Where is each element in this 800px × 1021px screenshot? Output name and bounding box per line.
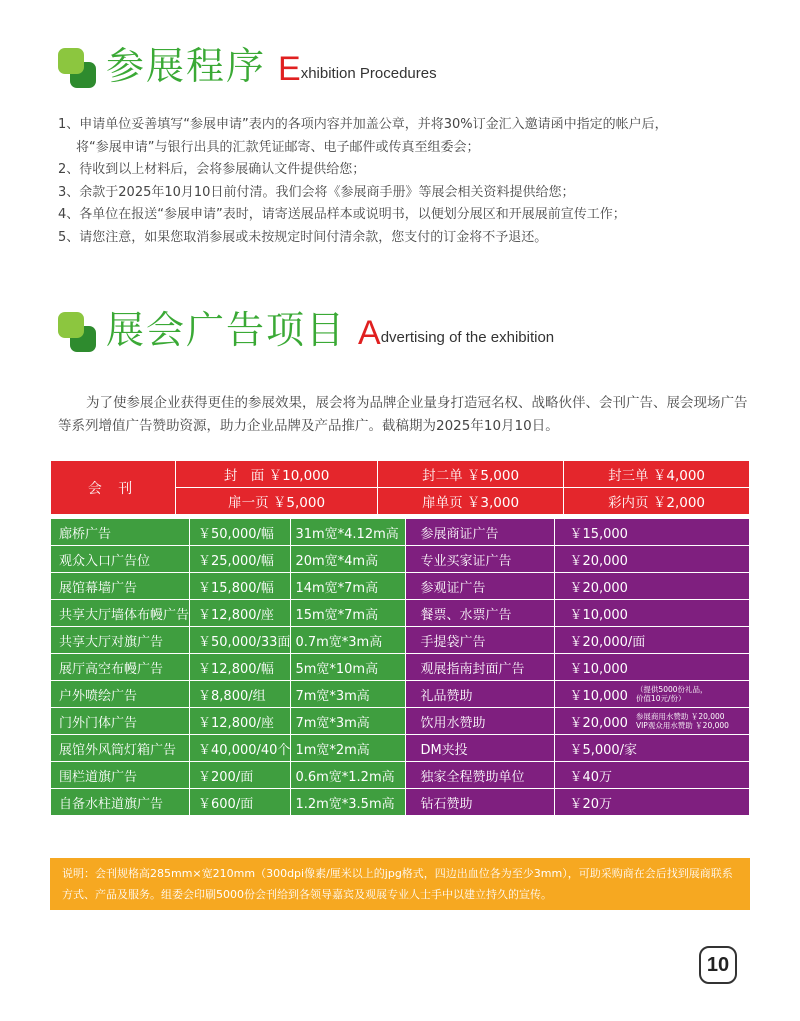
section-heading-advertising xyxy=(58,308,554,352)
huikan-cell: 封 面 ￥10,000 xyxy=(176,461,378,488)
ad-name: 观众入口广告位 xyxy=(51,546,190,573)
ad-price: ￥12,800/座 xyxy=(190,600,291,627)
procedures-list xyxy=(58,114,758,249)
procedure-item: 2、待收到以上材料后，会将参展确认文件提供给您； xyxy=(58,162,366,177)
green-squares-icon xyxy=(58,48,98,88)
ad-item-price-cell xyxy=(555,762,750,789)
ad-item-price-cell xyxy=(555,573,750,600)
green-squares-icon xyxy=(58,312,98,352)
page-number: 10 xyxy=(699,946,737,984)
ad-name: 围栏道旗广告 xyxy=(51,762,190,789)
ad-price: ￥12,800/座 xyxy=(190,708,291,735)
ad-size: 7m宽*3m高 xyxy=(291,708,406,735)
ad-price: ￥8,800/组 xyxy=(190,681,291,708)
section-title-en-initial: E xyxy=(278,50,301,88)
table-row xyxy=(51,735,750,762)
table-row xyxy=(51,600,750,627)
ad-size: 1m宽*2m高 xyxy=(291,735,406,762)
table-row xyxy=(51,546,750,573)
table-row xyxy=(51,681,750,708)
ad-item: 参展商证广告 xyxy=(406,519,555,546)
ad-item-price: ￥20,000 xyxy=(569,580,628,596)
section-title-en: dvertising of the exhibition xyxy=(380,329,555,346)
ad-item-note-line: 价值10元/份） xyxy=(635,694,686,703)
table-row xyxy=(51,627,750,654)
table-row xyxy=(51,762,750,789)
ad-item-price-cell xyxy=(555,708,750,735)
section-title-en: xhibition Procedures xyxy=(300,65,437,82)
ad-size: 1.2m宽*3.5m高 xyxy=(291,789,406,816)
ad-name: 展馆外风筒灯箱广告 xyxy=(51,735,190,762)
table-row xyxy=(51,789,750,816)
ad-size: 5m宽*10m高 xyxy=(291,654,406,681)
ad-item-note xyxy=(636,712,729,730)
procedure-item: 3、余款于2025年10月10日前付清。我们会将《参展商手册》等展会相关资料提供给您； xyxy=(58,184,575,200)
huikan-cell: 扉单页 ￥3,000 xyxy=(378,488,564,515)
ad-item: 餐票、水票广告 xyxy=(406,600,555,627)
huikan-cell: 扉一页 ￥5,000 xyxy=(176,488,378,515)
ad-price: ￥600/面 xyxy=(190,789,291,816)
procedure-item: 1、申请单位妥善填写“参展申请”表内的各项内容并加盖公章，并将30%订金汇入邀请函中指定的帐户后， xyxy=(58,117,668,132)
huikan-cell: 封三单 ￥4,000 xyxy=(564,461,750,488)
ad-size: 31m宽*4.12m高 xyxy=(291,519,406,546)
ads-table xyxy=(50,518,750,816)
ad-item-price: ￥20,000 xyxy=(569,715,628,731)
ad-size: 14m宽*7m高 xyxy=(291,573,406,600)
ad-name: 门外门体广告 xyxy=(51,708,190,735)
table-row xyxy=(51,519,750,546)
ad-item: DM夹投 xyxy=(406,735,555,762)
ad-price: ￥50,000/幅 xyxy=(190,519,291,546)
ad-item: 礼品赞助 xyxy=(406,681,555,708)
ad-item-note-line: 参展商用水赞助 ￥20,000 xyxy=(635,712,725,721)
ad-size: 20m宽*4m高 xyxy=(291,546,406,573)
ad-item-price: ￥10,000 xyxy=(569,607,628,623)
ad-item: 手提袋广告 xyxy=(406,627,555,654)
ad-item-price: ￥5,000/家 xyxy=(569,742,638,758)
ad-item-price-cell xyxy=(555,600,750,627)
ad-name: 共享大厅对旗广告 xyxy=(51,627,190,654)
ad-item-note-line: （提供5000份礼品， xyxy=(635,685,708,694)
ad-item-price-cell xyxy=(555,546,750,573)
ad-price: ￥15,800/幅 xyxy=(190,573,291,600)
ad-item: 观展指南封面广告 xyxy=(406,654,555,681)
ad-item: 钻石赞助 xyxy=(406,789,555,816)
ad-name: 户外喷绘广告 xyxy=(51,681,190,708)
ad-item-price-cell xyxy=(555,789,750,816)
ad-size: 0.6m宽*1.2m高 xyxy=(291,762,406,789)
ad-price: ￥200/面 xyxy=(190,762,291,789)
ad-item-price-cell xyxy=(555,735,750,762)
ad-price: ￥40,000/40个 xyxy=(190,735,291,762)
procedure-item: 将“参展申请”与银行出具的汇款凭证邮寄、电子邮件或传真至组委会； xyxy=(76,139,480,155)
ad-item-note xyxy=(636,685,708,703)
note-box: 说明：会刊规格高285mm×宽210mm（300dpi像素/厘米以上的jpg格式，四边出血位各为至少3mm），可助采购商在会后找到展商联系方式、产品及服务。组委会印刷5000份会刊给到各领导嘉宾及观展专业人士手中以建立持久的宣传。 xyxy=(50,858,750,910)
ad-item-price: ￥15,000 xyxy=(569,526,628,542)
procedure-item: 4、各单位在报送“参展申请”表时，请寄送展品样本或说明书，以便划分展区和开展展前宣传工作； xyxy=(58,207,626,222)
ad-item-price: ￥40万 xyxy=(569,769,612,785)
section-title-cn: 参展程序 xyxy=(106,44,267,88)
huikan-cell: 彩内页 ￥2,000 xyxy=(564,488,750,515)
table-row xyxy=(51,708,750,735)
section-title-en-initial: A xyxy=(358,314,381,352)
ad-item-price: ￥10,000 xyxy=(569,688,628,704)
ad-item-price: ￥10,000 xyxy=(569,661,628,677)
procedure-item: 5、请您注意，如果您取消参展或未按规定时间付清余款，您支付的订金将不予退还。 xyxy=(58,229,548,245)
ad-item-note-line: VIP观众用水赞助 ￥20,000 xyxy=(635,721,729,730)
ad-item: 专业买家证广告 xyxy=(406,546,555,573)
ad-name: 展馆幕墙广告 xyxy=(51,573,190,600)
ad-item-price: ￥20,000 xyxy=(569,553,628,569)
advertising-intro: 为了使参展企业获得更佳的参展效果，展会将为品牌企业量身打造冠名权、战略伙伴、会刊广告、展会现场广告等系列增值广告赞助资源，助力企业品牌及产品推广。截稿期为2025年10月10日。 xyxy=(58,395,748,434)
ad-item-price-cell xyxy=(555,681,750,708)
huikan-price-table xyxy=(50,460,750,515)
ad-name: 廊桥广告 xyxy=(51,519,190,546)
huikan-label: 会 刊 xyxy=(51,461,176,515)
ad-name: 共享大厅墙体布幔广告 xyxy=(51,600,190,627)
ad-item: 参观证广告 xyxy=(406,573,555,600)
ad-size: 7m宽*3m高 xyxy=(291,681,406,708)
ad-item-price: ￥20万 xyxy=(569,796,612,812)
ad-item-price-cell xyxy=(555,519,750,546)
ad-size: 0.7m宽*3m高 xyxy=(291,627,406,654)
huikan-cell: 封二单 ￥5,000 xyxy=(378,461,564,488)
table-row xyxy=(51,573,750,600)
ad-item-price: ￥20,000/面 xyxy=(569,634,646,650)
ad-name: 自备水柱道旗广告 xyxy=(51,789,190,816)
ad-item-price-cell xyxy=(555,654,750,681)
ad-size: 15m宽*7m高 xyxy=(291,600,406,627)
section-title-cn: 展会广告项目 xyxy=(106,308,347,352)
section-heading-procedures xyxy=(58,44,437,88)
ad-item: 独家全程赞助单位 xyxy=(406,762,555,789)
table-row xyxy=(51,654,750,681)
ad-item-price-cell xyxy=(555,627,750,654)
ad-price: ￥50,000/33面 xyxy=(190,627,291,654)
ad-name: 展厅高空布幔广告 xyxy=(51,654,190,681)
ad-price: ￥12,800/幅 xyxy=(190,654,291,681)
ad-item: 饮用水赞助 xyxy=(406,708,555,735)
ad-price: ￥25,000/幅 xyxy=(190,546,291,573)
